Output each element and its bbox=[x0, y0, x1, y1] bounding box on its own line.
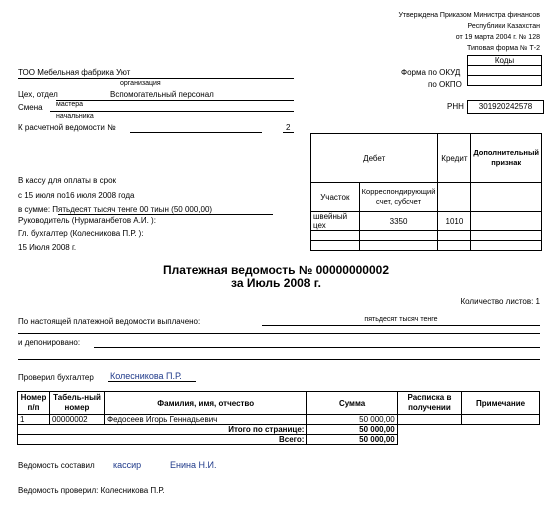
deposited-underline bbox=[94, 347, 540, 348]
approval-line: Утверждена Приказом Министра финансов bbox=[398, 12, 540, 19]
paid-label: По настоящей платежной ведомости выплачено: bbox=[18, 317, 201, 326]
deposited-label: и депонировано: bbox=[18, 338, 81, 347]
row-sum: 50 000,00 bbox=[307, 415, 397, 425]
corr-header: Корреспондирующий счет, субсчет bbox=[359, 183, 438, 212]
table-row bbox=[18, 415, 540, 425]
codes-header: Коды bbox=[468, 56, 542, 66]
dept-underline bbox=[56, 100, 294, 101]
dept-label: Цех, отдел bbox=[18, 90, 58, 99]
empty-cell bbox=[471, 231, 542, 241]
compiled-label: Ведомость составил bbox=[18, 461, 95, 470]
accountant: Гл. бухгалтер (Колесникова П.Р. ): bbox=[18, 229, 144, 238]
statement-value-underline bbox=[283, 132, 294, 133]
page-title: Платежная ведомость № 00000000002 bbox=[162, 263, 390, 277]
extra-header: Дополнительный признак bbox=[471, 134, 542, 183]
codes-box bbox=[467, 55, 542, 86]
deposited-underline-2 bbox=[18, 359, 540, 360]
shift-value: мастера bbox=[56, 101, 84, 108]
rnn-label: РНН bbox=[447, 102, 464, 111]
org-caption: организация bbox=[120, 80, 161, 87]
col-sum: Сумма bbox=[307, 392, 397, 415]
credit-header: Кредит bbox=[438, 134, 471, 183]
shift-underline bbox=[50, 111, 294, 112]
row-name: Федосеев Игорь Геннадьевич bbox=[105, 415, 307, 425]
page-total-label: Итого по странице: bbox=[18, 425, 307, 435]
row-num: 1 bbox=[18, 415, 50, 425]
shift-caption: начальника bbox=[56, 113, 94, 120]
section-header: Участок bbox=[311, 183, 360, 212]
okud-label: Форма по ОКУД bbox=[401, 68, 461, 77]
checked-label: Проверил бухгалтер bbox=[18, 373, 94, 382]
cash-line2: с 15 июля по16 июля 2008 года bbox=[18, 191, 135, 200]
cash-line1: В кассу для оплаты в срок bbox=[18, 176, 117, 185]
corr-cell: 3350 bbox=[359, 212, 438, 231]
extra-cell bbox=[471, 212, 542, 231]
org-name: ТОО Мебельная фабрика Уют bbox=[18, 68, 131, 77]
empty-cell bbox=[311, 241, 360, 251]
empty-cell bbox=[397, 425, 539, 435]
credit-cell: 1010 bbox=[438, 212, 471, 231]
col-note: Примечание bbox=[462, 392, 540, 415]
debit-credit-table bbox=[310, 133, 542, 251]
section-cell: швейный цех bbox=[311, 212, 360, 231]
col-name: Фамилия, имя, отчество bbox=[105, 392, 307, 415]
row-receipt bbox=[397, 415, 461, 425]
rnn-value: 301920242578 bbox=[467, 100, 544, 114]
okpo-label: по ОКПО bbox=[428, 80, 462, 89]
page-subtitle: за Июль 2008 г. bbox=[231, 276, 321, 290]
compiled-role: кассир bbox=[113, 460, 142, 470]
checked-value: Колесникова П.Р. bbox=[110, 371, 182, 381]
empty-cell bbox=[311, 231, 360, 241]
approval-block bbox=[398, 10, 540, 54]
cash-line3: в сумме: Пятьдесят тысяч тенге 00 тиын (50 000,00) bbox=[18, 205, 213, 214]
row-note bbox=[462, 415, 540, 425]
approval-line: Республики Казахстан bbox=[467, 23, 540, 30]
paid-value: пятьдесят тысяч тенге bbox=[364, 316, 438, 323]
credit-sub bbox=[438, 183, 471, 212]
empty-cell bbox=[359, 231, 438, 241]
paid-underline-2 bbox=[18, 333, 540, 334]
shift-label: Смена bbox=[18, 103, 43, 112]
row-tab: 00000002 bbox=[49, 415, 104, 425]
empty-cell bbox=[359, 241, 438, 251]
cash-underline bbox=[58, 214, 273, 215]
debit-header: Дебет bbox=[311, 134, 438, 183]
statement-value: 2 bbox=[286, 123, 291, 132]
dept-value: Вспомогательный персонал bbox=[110, 90, 214, 99]
cash-date: 15 Июля 2008 г. bbox=[18, 243, 77, 252]
page-total: 50 000,00 bbox=[307, 425, 397, 435]
col-tab: Табель-ный номер bbox=[49, 392, 104, 415]
statement-label: К расчетной ведомости № bbox=[18, 123, 116, 132]
total-label: Всего: bbox=[18, 435, 307, 445]
approval-line: Типовая форма № Т-2 bbox=[467, 45, 540, 52]
empty-cell bbox=[438, 231, 471, 241]
empty-cell bbox=[471, 241, 542, 251]
sheets-count: Количество листов: 1 bbox=[460, 297, 540, 306]
okud-cell bbox=[468, 66, 542, 76]
approval-line: от 19 марта 2004 г. № 128 bbox=[455, 34, 540, 41]
col-receipt: Расписка в получении bbox=[397, 392, 461, 415]
empty-cell bbox=[438, 241, 471, 251]
col-num: Номер п/п bbox=[18, 392, 50, 415]
checked-underline bbox=[108, 381, 196, 382]
extra-sub bbox=[471, 183, 542, 212]
manager: Руководитель (Нурмаганбетов А.И. ): bbox=[18, 216, 156, 225]
verified-line: Ведомость проверил: Колесникова П.Р. bbox=[18, 486, 165, 495]
compiled-name: Енина Н.И. bbox=[170, 460, 217, 470]
statement-underline bbox=[130, 132, 262, 133]
payroll-table bbox=[17, 391, 540, 445]
total: 50 000,00 bbox=[307, 435, 397, 445]
paid-underline bbox=[262, 325, 540, 326]
org-underline bbox=[18, 78, 294, 79]
empty-cell bbox=[397, 435, 539, 445]
okpo-cell bbox=[468, 76, 542, 86]
